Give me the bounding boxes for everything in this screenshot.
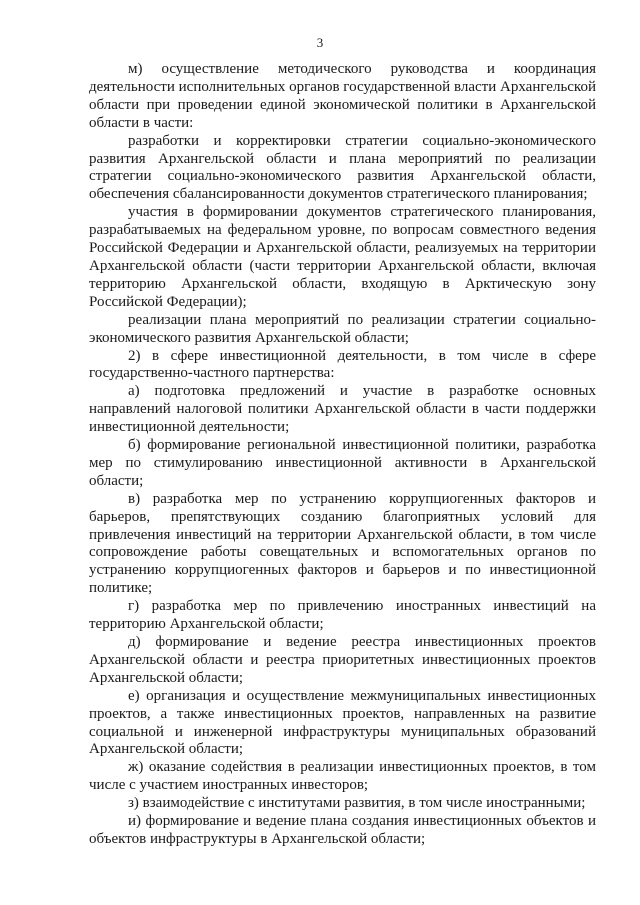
document-body [89,61,596,849]
paragraph-plan-implementation: реализации плана мероприятий по реализации стратегии социально-экономического развития Архангельской области; [89,311,596,346]
paragraph-strategy-development: разработки и корректировки стратегии социально-экономического развития Архангельской области и плана мероприятий по реализации стратегии социально-экономического развития Архангельской области, обеспечения сбалансированности документов стратегического планирования; [89,132,596,203]
paragraph-m: м) осуществление методического руководства и координация деятельности исполнительных органов государственной власти Архангельской области при проведении единой экономической политики в Архангельской области в части: [89,61,596,131]
paragraph-federal-planning: участия в формировании документов стратегического планирования, разрабатываемых на федеральном уровне, по вопросам совместного ведения Российской Федерации и Архангельской области, реализуемых на территории Архангельской области (части территории Архангельской области, включая территорию Архангельской области, входящую в Арктическую зону Российской Федерации); [89,204,596,310]
paragraph-g: г) разработка мер по привлечению иностранных инвестиций на территорию Архангельской области; [89,598,596,633]
paragraph-z: з) взаимодействие с институтами развития, в том числе иностранными; [128,795,586,812]
paragraph-i: и) формирование и ведение плана создания инвестиционных объектов и объектов инфраструктуры в Архангельской области; [89,813,596,847]
paragraph-a: а) подготовка предложений и участие в разработке основных направлений налоговой политики Архангельской области в части поддержки инвестиционной деятельности; [89,383,596,436]
paragraph-e: е) организация и осуществление межмуниципальных инвестиционных проектов, а также инвестиционных проектов, направленных на развитие социальной и инженерной инфраструктуры муниципальных образований Архангельской области; [89,687,596,758]
paragraph-zh: ж) оказание содействия в реализации инвестиционных проектов, в том числе с участием иностранных инвесторов; [89,759,596,794]
paragraph-d: д) формирование и ведение реестра инвестиционных проектов Архангельской области и реестра приоритетных инвестиционных проектов Архангельской области; [89,634,596,686]
paragraph-v: в) разработка мер по устранению коррупциогенных факторов и барьеров, препятствующих созданию благоприятных условий для привлечения инвестиций на территории Архангельской области, в том числе сопровождение работы совещательных и вспомогательных органов по устранению коррупциогенных факторов и барьеров и по инвестиционной политике; [89,490,596,597]
paragraph-b: б) формирование региональной инвестиционной политики, разработка мер по стимулированию инвестиционной активности в Архангельской области; [89,437,596,489]
page-number: 3 [316,35,324,50]
paragraph-2-investment: 2) в сфере инвестиционной деятельности, в том числе в сфере государственно-частного партнерства: [89,347,596,382]
